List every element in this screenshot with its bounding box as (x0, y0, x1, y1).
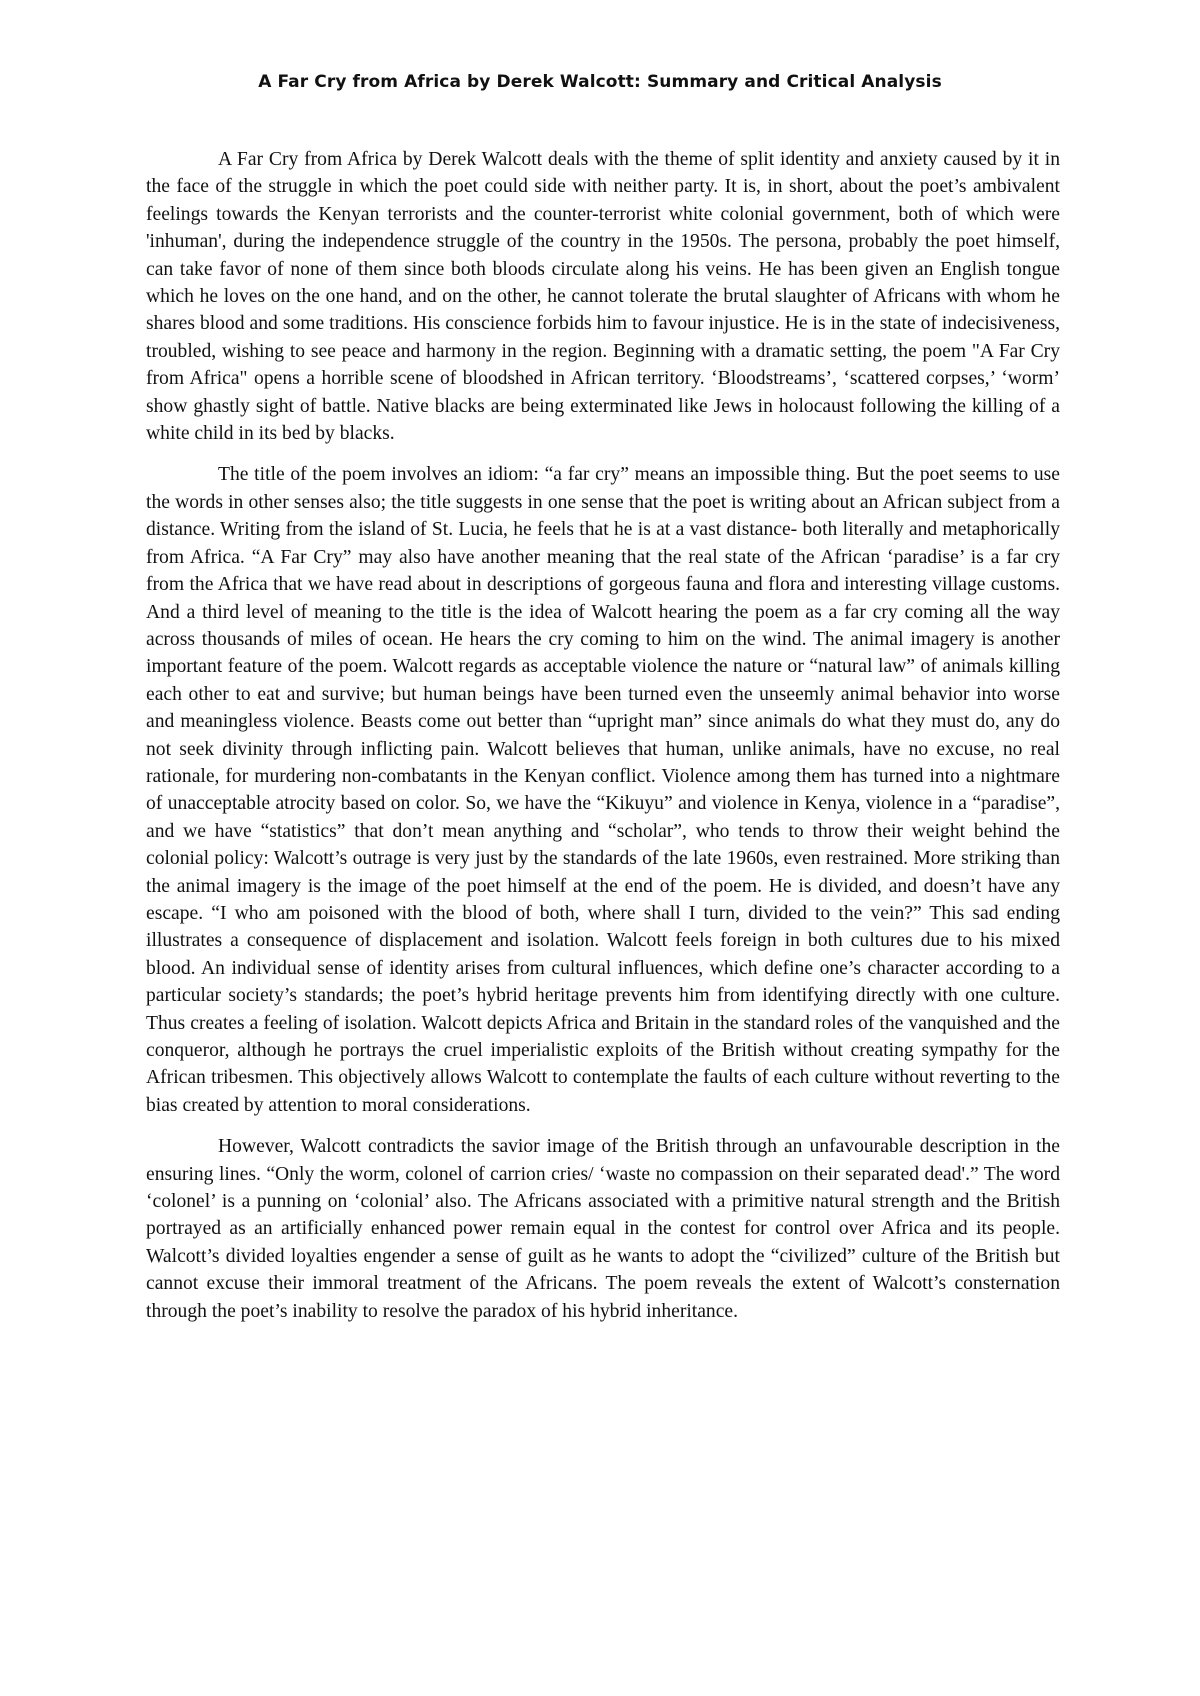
paragraph-2: The title of the poem involves an idiom: “a far cry” means an impossible thing. But the poet seems to use the words in other senses also; the title suggests in one sense that the poet is writing about an African subject from a distance. Writing from the island of St. Lucia, he feels that he is at a vast distance- both literally and metaphorically from Africa. “A Far Cry” may also have another meaning that the real state of the African ‘paradise’ is a far cry from the Africa that we have read about in descriptions of gorgeous fauna and flora and interesting village customs. And a third level of meaning to the title is the idea of Walcott hearing the poem as a far cry coming all the way across thousands of miles of ocean. He hears the cry coming to him on the wind. The animal imagery is another important feature of the poem. Walcott regards as acceptable violence the nature or “natural law” of animals killing each other to eat and survive; but human beings have been turned even the unseemly animal behavior into worse and meaningless violence. Beasts come out better than “upright man” since animals do what they must do, any do not seek divinity through inflicting pain. Walcott believes that human, unlike animals, have no excuse, no real rationale, for murdering non-combatants in the Kenyan conflict. Violence among them has turned into a nightmare of unacceptable atrocity based on color. So, we have the “Kikuyu” and violence in Kenya, violence in a “paradise”, and we have “statistics” that don’t mean anything and “scholar”, who tends to throw their weight behind the colonial policy: Walcott’s outrage is very just by the standards of the late 1960s, even restrained. More striking than the animal imagery is the image of the poet himself at the end of the poem. He is divided, and doesn’t have any escape. “I who am poisoned with the blood of both, where shall I turn, divided to the vein?” This sad ending illustrates a consequence of displacement and isolation. Walcott feels foreign in both cultures due to his mixed blood. An individual sense of identity arises from cultural influences, which define one’s character according to a particular society’s standards; the poet’s hybrid heritage prevents him from identifying directly with one culture. Thus creates a feeling of isolation. Walcott depicts Africa and Britain in the standard roles of the vanquished and the conqueror, although he portrays the cruel imperialistic exploits of the British without creating sympathy for the African tribesmen. This objectively allows Walcott to contemplate the faults of each culture without reverting to the bias created by attention to moral considerations. (146, 464, 1060, 1116)
paragraph-1: A Far Cry from Africa by Derek Walcott deals with the theme of split identity and anxiety caused by it in the face of the struggle in which the poet could side with neither party. It is, in short, about the poet’s ambivalent feelings towards the Kenyan terrorists and the counter-terrorist white colonial government, both of which were 'inhuman', during the independence struggle of the country in the 1950s. The persona, probably the poet himself, can take favor of none of them since both bloods circulate along his veins. He has been given an English tongue which he loves on the one hand, and on the other, he cannot tolerate the brutal slaughter of Africans with whom he shares blood and some traditions. His conscience forbids him to favour injustice. He is in the state of indecisiveness, troubled, wishing to see peace and harmony in the region. Beginning with a dramatic setting, the poem "A Far Cry from Africa" opens a horrible scene of bloodshed in African territory. ‘Bloodstreams’, ‘scattered corpses,’ ‘worm’ show ghastly sight of battle. Native blacks are being exterminated like Jews in holocaust following the killing of a white child in its bed by blacks. (146, 149, 1060, 445)
document-body (146, 146, 1060, 1339)
document-title: A Far Cry from Africa by Derek Walcott: Summary and Critical Analysis (258, 72, 942, 92)
paragraph-3: However, Walcott contradicts the savior image of the British through an unfavourable description in the ensuring lines. “Only the worm, colonel of carrion cries/ ‘waste no compassion on their separated dead'.” The word ‘colonel’ is a punning on ‘colonial’ also. The Africans associated with a primitive natural strength and the British portrayed as an artificially enhanced power remain equal in the contest for control over Africa and its people. Walcott’s divided loyalties engender a sense of guilt as he wants to adopt the “civilized” culture of the British but cannot excuse their immoral treatment of the Africans. The poem reveals the extent of Walcott’s consternation through the poet’s inability to resolve the paradox of his hybrid inheritance. (146, 1136, 1060, 1322)
